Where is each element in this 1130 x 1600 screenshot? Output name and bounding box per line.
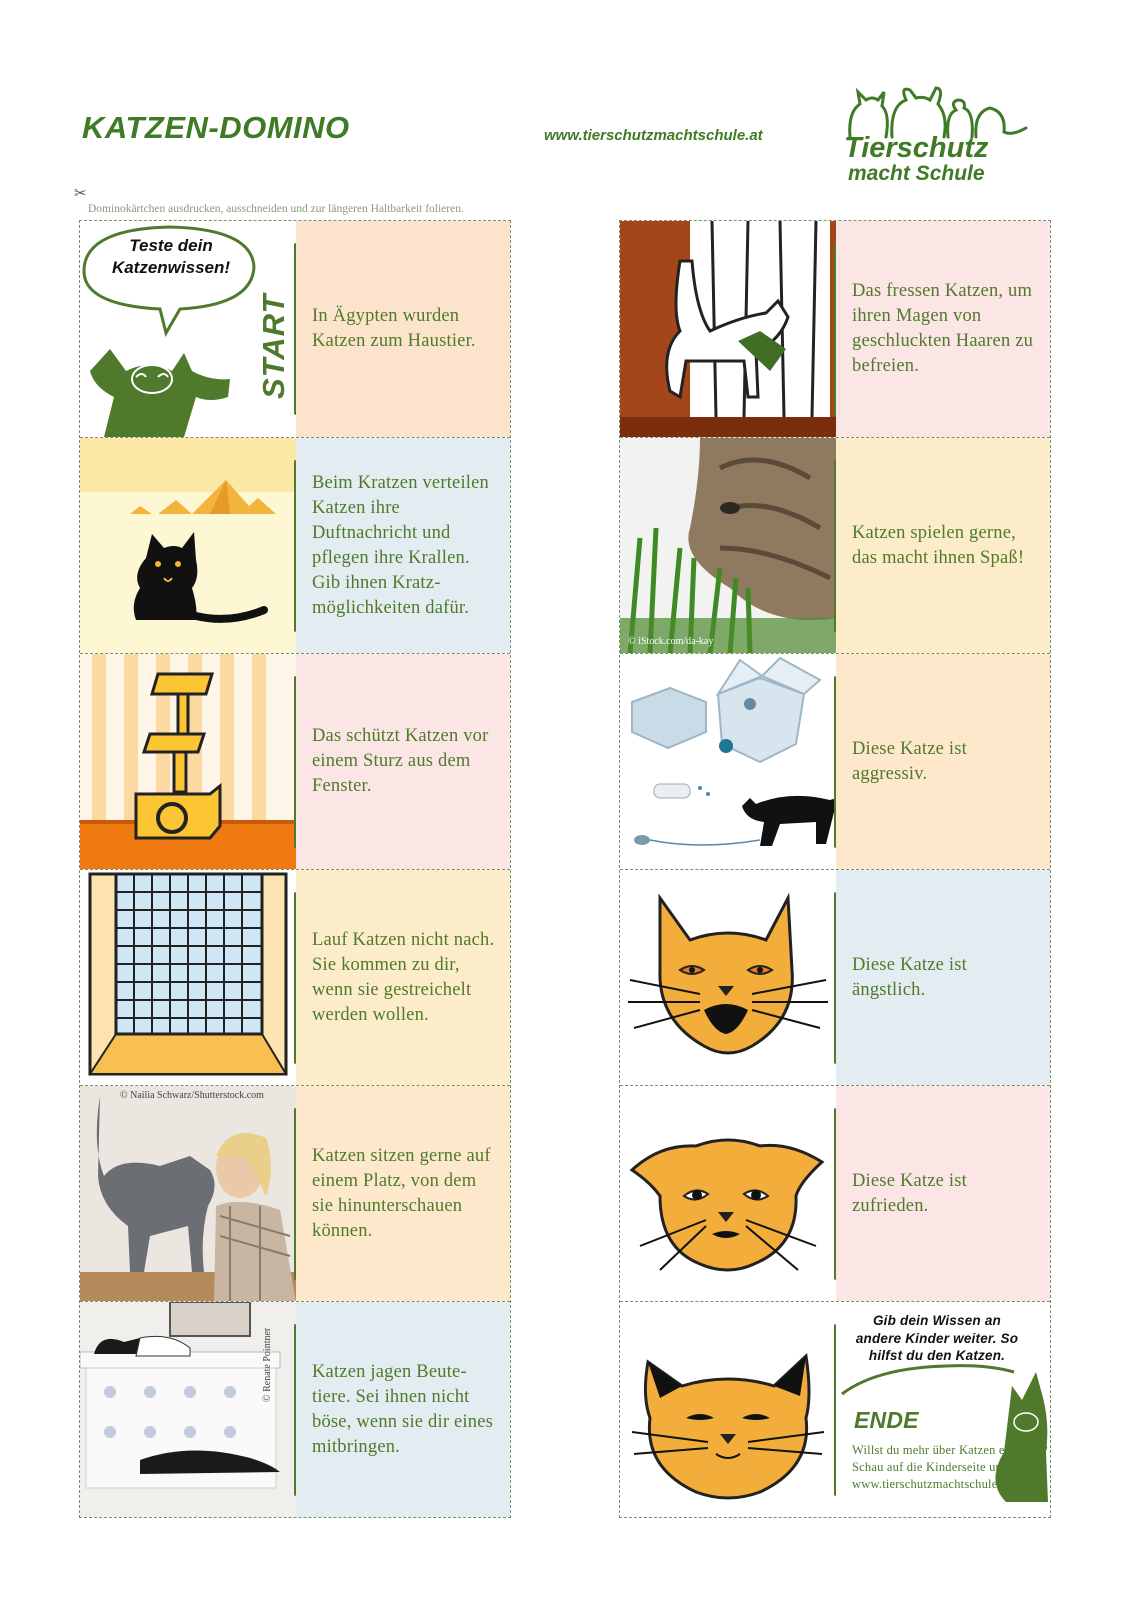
end-card-content bbox=[836, 1302, 1050, 1517]
content-cat-face-illustration bbox=[620, 1302, 836, 1517]
pyramid-cat-icon bbox=[80, 438, 296, 653]
domino-column-right bbox=[619, 220, 1051, 1518]
card-divider bbox=[294, 1108, 296, 1280]
card-divider bbox=[834, 243, 836, 415]
card-divider bbox=[294, 676, 296, 848]
start-label: START bbox=[256, 293, 291, 399]
photo-credit: © Renate Pointner bbox=[262, 1327, 273, 1402]
cat-eating-grass-illustration bbox=[620, 221, 836, 437]
card-text: Diese Katze ist ängstlich. bbox=[836, 870, 1050, 1085]
card-divider bbox=[834, 892, 836, 1064]
girl-with-cat-photo-icon bbox=[80, 1086, 296, 1301]
page-title: KATZEN-DOMINO bbox=[82, 110, 350, 145]
domino-card bbox=[80, 221, 510, 437]
content-cat-face-icon bbox=[620, 1302, 836, 1517]
scissors-icon: ✂ bbox=[74, 184, 87, 202]
domino-card bbox=[80, 1085, 510, 1301]
card-divider bbox=[294, 243, 296, 415]
domino-card bbox=[80, 653, 510, 869]
card-text: Lauf Katzen nicht nach. Sie kommen zu dir, wenn sie gestreichelt werden wollen. bbox=[296, 870, 510, 1085]
domino-card bbox=[80, 437, 510, 653]
ende-label: ENDE bbox=[854, 1407, 919, 1433]
card-divider bbox=[294, 460, 296, 632]
window-net-illustration bbox=[80, 870, 296, 1085]
boxes-toys-cat-icon bbox=[620, 654, 836, 869]
domino-card bbox=[620, 653, 1050, 869]
aggressive-cat-face-icon bbox=[620, 870, 836, 1085]
domino-card bbox=[620, 221, 1050, 437]
scared-cat-face-icon bbox=[620, 1086, 836, 1301]
domino-card bbox=[620, 869, 1050, 1085]
domino-column-left bbox=[79, 220, 511, 1518]
cat-eating-grass-icon bbox=[620, 221, 836, 437]
card-text: In Ägypten wurden Katzen zum Haustier. bbox=[296, 221, 510, 437]
card-divider bbox=[834, 1108, 836, 1280]
start-illustration bbox=[80, 221, 296, 437]
card-text: Diese Katze ist zufrieden. bbox=[836, 1086, 1050, 1301]
card-text: Das fressen Katzen, um ihren Magen von geschluckten Haaren zu befreien. bbox=[836, 221, 1050, 437]
card-text: Das schützt Katzen vor einem Sturz aus dem Fenster. bbox=[296, 654, 510, 869]
boxes-toys-cat-illustration bbox=[620, 654, 836, 869]
domino-card bbox=[80, 869, 510, 1085]
logo-subtitle: macht Schule bbox=[848, 162, 985, 185]
scratching-post-illustration bbox=[80, 654, 296, 869]
card-text: Katzen jagen Beutetiere. Sei ihnen nicht böse, wenn sie dir eines mitbringen. bbox=[296, 1302, 510, 1517]
card-divider bbox=[834, 676, 836, 848]
logo-title: Tierschutz bbox=[844, 132, 989, 164]
photo-credit: © Nailia Schwarz/Shutterstock.com bbox=[120, 1090, 264, 1101]
card-divider bbox=[834, 460, 836, 632]
cats-on-stove-photo bbox=[80, 1302, 296, 1517]
domino-card bbox=[620, 1301, 1050, 1517]
photo-credit: © iStock.com/da-kay bbox=[628, 636, 714, 647]
scratching-post-icon bbox=[80, 654, 296, 869]
aggressive-cat-face-illustration bbox=[620, 870, 836, 1085]
scared-cat-face-illustration bbox=[620, 1086, 836, 1301]
card-text: Beim Kratzen verteilen Katzen ihre Duftnachricht und pflegen ihre Krallen. Gib ihnen Kratzmöglichkeiten dafür. bbox=[296, 438, 510, 653]
instruction-text: Dominokärtchen ausdrucken, ausschneiden und zur längeren Haltbarkeit folieren. bbox=[88, 203, 464, 215]
domino-card bbox=[620, 1085, 1050, 1301]
website-url[interactable]: www.tierschutzmachtschule.at bbox=[544, 127, 763, 144]
card-divider bbox=[294, 1324, 296, 1496]
card-text: Katzen sitzen gerne auf einem Platz, von dem sie hinunterschauen können. bbox=[296, 1086, 510, 1301]
domino-card bbox=[80, 1301, 510, 1517]
end-info-text: Willst du mehr über Katzen erfahren? Schau auf die Kinderseite unter: www.tierschutzmachtschule.at bbox=[852, 1443, 1048, 1491]
girl-with-cat-photo bbox=[80, 1086, 296, 1301]
cat-grass-photo bbox=[620, 438, 836, 653]
window-net-icon bbox=[80, 870, 296, 1085]
speech-bubble-text: Teste dein Katzenwissen! bbox=[111, 236, 231, 277]
card-text: Katzen spielen gerne, das macht ihnen Spaß! bbox=[836, 438, 1050, 653]
domino-card bbox=[620, 437, 1050, 653]
pyramid-cat-illustration bbox=[80, 438, 296, 653]
card-divider bbox=[294, 892, 296, 1064]
logo bbox=[840, 82, 1050, 190]
end-speech-text: Gib dein Wissen an andere Kinder weiter. So hilfst du den Katzen. bbox=[855, 1313, 1019, 1363]
card-text: Diese Katze ist aggressiv. bbox=[836, 654, 1050, 869]
cat-grass-photo-icon bbox=[620, 438, 836, 653]
